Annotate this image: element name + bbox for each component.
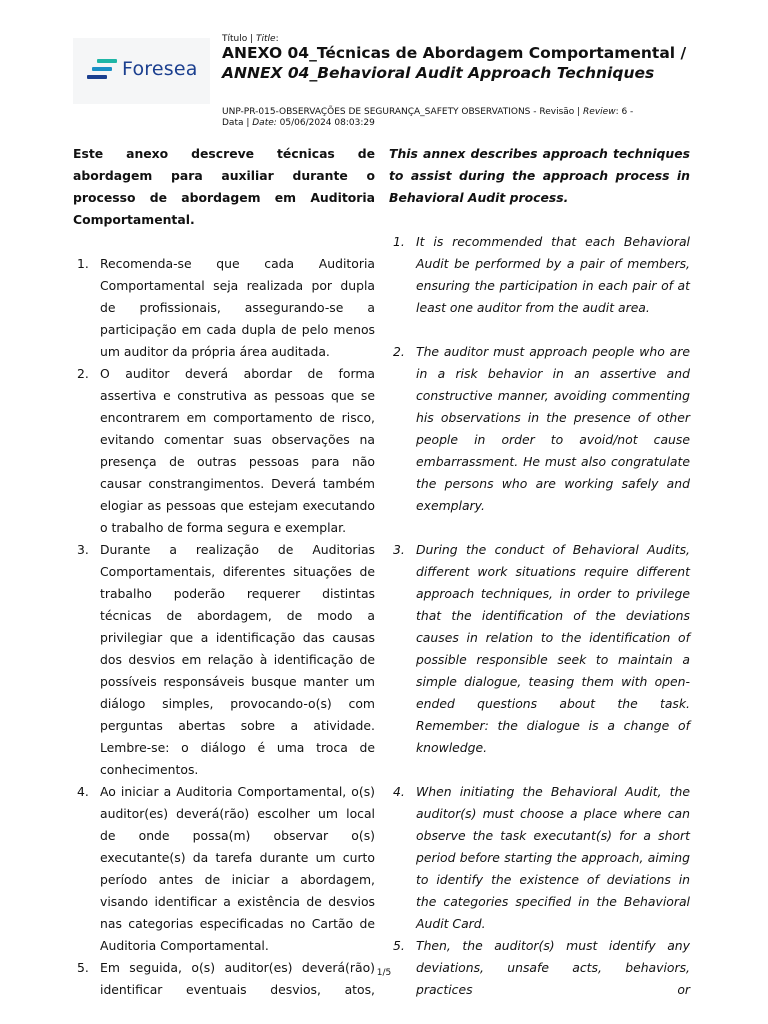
list-item: 4. When initiating the Behavioral Audit, the auditor(s) must choose a place where can observe the task executant(s) for a short period before starting the approach, aiming to identify the existence of deviations in the categories specified in the Behavioral Audit Card. bbox=[393, 784, 690, 931]
list-item: 5. Then, the auditor(s) must identify any deviations, unsafe acts, behaviors, practices or bbox=[393, 938, 690, 997]
title-label: Título | Title: bbox=[222, 34, 279, 44]
list-item: 3. Durante a realização de Auditorias Comportamentais, diferentes situações de trabalho poderão requerer distintas técnicas de abordagem, de modo a privilegiar que a identificação das causas dos desvios em relação à identificação de possíveis responsáveis busque manter um diálogo simples, provocando-o(s) com perguntas abertas sobre a atividade. Lembre-se: o diálogo é uma troca de conhecimentos. bbox=[77, 542, 375, 777]
list-item: 2. The auditor must approach people who are in a risk behavior in an assertive and constructive manner, avoiding commenting his observations in the presence of other people in order to avoid/not cause embarrassment. He must also congratulate the persons who are working safely and exemplary. bbox=[393, 344, 690, 513]
list-item: 2. O auditor deverá abordar de forma assertiva e construtiva as pessoas que se encontrarem em comportamento de risco, evitando comentar suas observações na presença de outras pessoas para não causar constrangimentos. Deverá também elogiar as pessoas que estejam executando o trabalho de forma segura e exemplar. bbox=[77, 366, 375, 535]
items-list-pt bbox=[73, 253, 375, 1001]
document-title-en: ANNEX 04_Behavioral Audit Approach Techniques bbox=[222, 64, 655, 82]
foresea-mark-icon bbox=[87, 58, 119, 80]
page-number: 1/5 bbox=[376, 968, 392, 978]
list-item: 5. Em seguida, o(s) auditor(es) deverá(rão) identificar eventuais desvios, atos, bbox=[77, 960, 375, 997]
list-item: 4. Ao iniciar a Auditoria Comportamental, o(s) auditor(es) deverá(rão) escolher um local de onde possa(m) observar o(s) executante(s) da tarefa durante um curto período antes de iniciar a abordagem, visando identificar a existência de desvios nas categorias especificadas no Cartão de Auditoria Comportamental. bbox=[77, 784, 375, 953]
document-title-pt: ANEXO 04_Técnicas de Abordagem Comportamental / bbox=[222, 44, 687, 62]
list-item: 3. During the conduct of Behavioral Audits, different work situations require different approach techniques, in order to privilege that the identification of the deviations causes in relation to the identification of possible responsible seek to maintain a simple dialogue, teasing them with open-ended questions about the task. Remember: the dialogue is a change of knowledge. bbox=[393, 542, 690, 755]
items-list-en bbox=[389, 231, 690, 1001]
intro-pt: Este anexo descreve técnicas de abordagem para auxiliar durante o processo de abordagem em Auditoria Comportamental. bbox=[73, 146, 375, 227]
english-column bbox=[389, 143, 690, 1001]
intro-en: This annex describes approach techniques to assist during the approach process in Behavioral Audit process. bbox=[389, 146, 690, 205]
doc-code-line: UNP-PR-015-OBSERVAÇÕES DE SEGURANÇA_SAFETY OBSERVATIONS - Revisão | Review: 6 - bbox=[222, 107, 634, 117]
document-meta bbox=[222, 107, 662, 129]
foresea-logo bbox=[73, 38, 210, 104]
list-item: 1. It is recommended that each Behavioral Audit be performed by a pair of members, ensuring the participation in each pair of at least one auditor from the audit area. bbox=[393, 234, 690, 315]
logo-wordmark: Foresea bbox=[122, 58, 198, 80]
date-line: Data | Date: 05/06/2024 08:03:29 bbox=[222, 118, 375, 128]
portuguese-column bbox=[73, 143, 375, 1001]
list-item: 1. Recomenda-se que cada Auditoria Comportamental seja realizada por dupla de profissionais, assegurando-se a participação em cada dupla de pelo menos um auditor da própria área auditada. bbox=[77, 256, 375, 359]
